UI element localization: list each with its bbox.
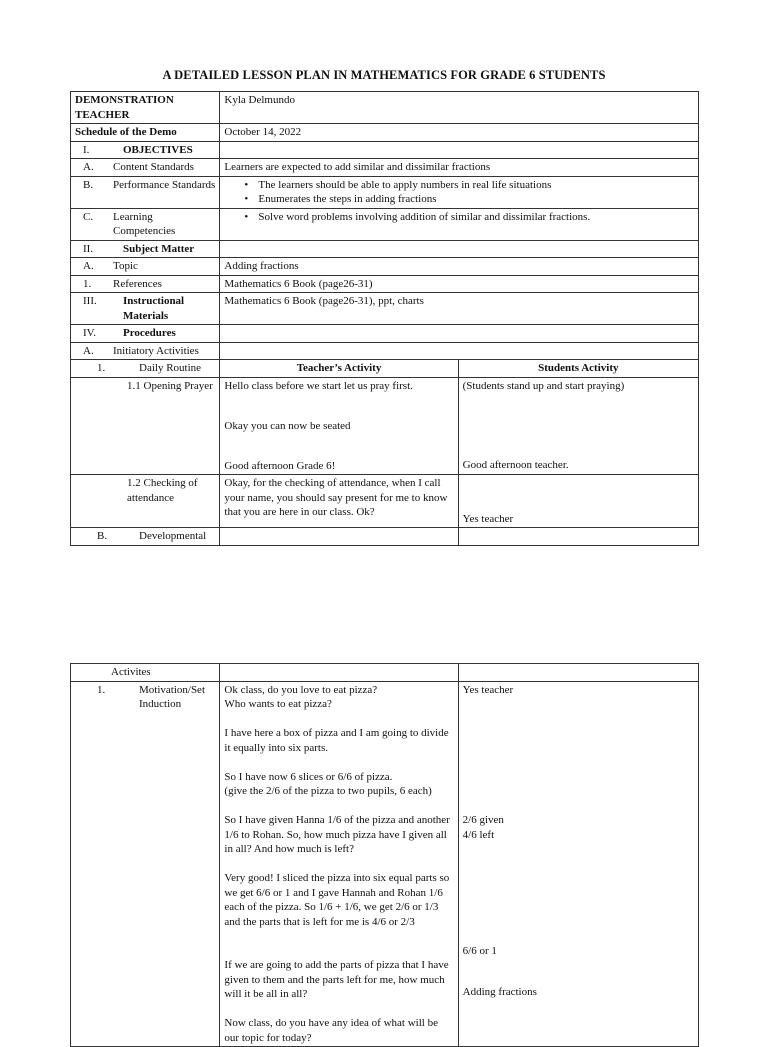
motivation-teacher-line: So I have now 6 slices or 6/6 of pizza.	[224, 770, 393, 783]
item-number: C.	[83, 210, 94, 223]
list-item: • Enumerates the steps in adding fractions	[258, 192, 694, 207]
motivation-student-line: 4/6 left	[462, 828, 495, 841]
item-number: 1.	[83, 277, 92, 290]
prayer-teacher-line: Hello class before we start let us pray first.	[224, 379, 413, 392]
motivation-teacher-line: Now class, do you have any idea of what will be our topic for today?	[224, 1017, 438, 1044]
motivation-teacher-line: (give the 2/6 of the pizza to two pupils, 6 each)	[224, 785, 432, 797]
page-title: A DETAILED LESSON PLAN IN MATHEMATICS FOR GRADE 6 STUDENTS	[162, 68, 606, 82]
item-number: B.	[83, 178, 94, 191]
activites-label: Activites	[111, 666, 151, 678]
section-number: IV.	[83, 327, 96, 339]
section-number: III.	[83, 295, 97, 307]
motivation-student-line: 6/6 or 1	[462, 945, 497, 957]
references-label: References	[113, 277, 162, 290]
item-number: A.	[83, 161, 94, 173]
table-row	[71, 342, 699, 360]
learning-competencies-label: Learning Competencies	[113, 210, 176, 237]
materials-value: Mathematics 6 Book (page26-31), ppt, charts	[220, 293, 699, 325]
table-row	[71, 124, 699, 142]
motivation-teacher-line: Very good! I sliced the pizza into six equal parts so we get 6/6 or 1 and I gave Hannah and Rohan 1/6 each of the pizza. So 1/6 + 1/6, we get 2/6 or 1/3 and the parts that is left for me is 4/6 or 2/3	[224, 872, 450, 928]
topic-label: Topic	[113, 260, 138, 272]
section-label: Subject Matter	[123, 242, 195, 255]
motivation-teacher-line: Who wants to eat pizza?	[224, 698, 332, 710]
motivation-student-line: Adding fractions	[462, 985, 537, 998]
competencies-list	[224, 210, 694, 225]
table-row	[71, 293, 699, 325]
schedule-label: Schedule of the Demo	[71, 124, 220, 142]
daily-routine-label: Daily Routine	[139, 362, 202, 374]
developmental-label: Developmental	[139, 530, 207, 542]
attendance-label: 1.2 Checking of attendance	[127, 477, 198, 504]
table-row	[71, 325, 699, 343]
section-number: I.	[83, 143, 90, 156]
table-row	[71, 159, 699, 177]
attendance-teacher: Okay, for the checking of attendance, when I call your name, you should say present for me to know that you are here in our class. Ok?	[220, 475, 458, 528]
prayer-students-line: Good afternoon teacher.	[462, 459, 569, 471]
motivation-teacher-line: If we are going to add the parts of pizza that I have given to them and the parts left for me, how much will it be all in all?	[224, 959, 449, 1000]
table-row	[71, 360, 699, 378]
prayer-teacher-line: Good afternoon Grade 6!	[224, 459, 336, 472]
table-row	[71, 240, 699, 258]
motivation-teacher-line: Ok class, do you love to eat pizza?	[224, 683, 378, 696]
item-number: B.	[97, 530, 108, 542]
table-row	[71, 681, 699, 1047]
schedule-value: October 14, 2022	[220, 124, 699, 142]
section-label: OBJECTIVES	[123, 143, 193, 156]
table-row	[71, 92, 699, 124]
performance-list	[224, 178, 694, 207]
item-number: 1.	[97, 362, 106, 374]
item-number: A.	[83, 344, 94, 357]
topic-value: Adding fractions	[220, 258, 699, 276]
section-number: II.	[83, 242, 94, 255]
table-row	[71, 275, 699, 293]
table-row	[71, 141, 699, 159]
teacher-value: Kyla Delmundo	[220, 92, 699, 124]
motivation-student-line: 2/6 given	[462, 814, 504, 826]
table-row	[71, 258, 699, 276]
references-value: Mathematics 6 Book (page26-31)	[220, 275, 699, 293]
students-activity-header: Students Activity	[458, 360, 698, 378]
content-standards-label: Content Standards	[113, 161, 194, 173]
objectives-heading	[71, 141, 220, 159]
table-row	[71, 377, 699, 475]
teacher-label: DEMONSTRATION TEACHER	[71, 92, 220, 124]
prayer-teacher-line: Okay you can now be seated	[224, 419, 351, 432]
prayer-students-line: (Students stand up and start praying)	[462, 379, 625, 392]
table-row	[71, 208, 699, 240]
initiatory-label: Initiatory Activities	[113, 344, 199, 357]
motivation-teacher-line: I have here a box of pizza and I am going to divide it equally into six parts.	[224, 727, 449, 754]
teacher-activity-header: Teacher’s Activity	[220, 360, 458, 378]
content-standards-value: Learners are expected to add similar and dissimilar fractions	[220, 159, 699, 177]
table-row	[71, 475, 699, 528]
motivation-label: Motivation/Set Induction	[139, 683, 205, 710]
list-item: • Solve word problems involving addition of similar and dissimilar fractions.	[258, 210, 694, 225]
table-row	[71, 664, 699, 682]
materials-label: Instructional Materials	[123, 295, 185, 322]
table-row	[71, 528, 699, 546]
lesson-plan-table	[70, 91, 699, 546]
list-item: • The learners should be able to apply numbers in real life situations	[258, 178, 694, 193]
table-row	[71, 176, 699, 208]
attendance-students: Yes teacher	[462, 512, 514, 525]
item-number: 1.	[97, 683, 106, 696]
section-label: Procedures	[123, 327, 176, 339]
item-number: A.	[83, 260, 94, 272]
opening-prayer-label: 1.1 Opening Prayer	[127, 379, 213, 392]
performance-standards-label: Performance Standards	[113, 178, 216, 191]
motivation-teacher-line: So I have given Hanna 1/6 of the pizza and another 1/6 to Rohan. So, how much pizza have I given all in all? And how much is left?	[224, 814, 450, 855]
lesson-plan-table-continued	[70, 663, 699, 1047]
motivation-student-line: Yes teacher	[462, 683, 514, 696]
